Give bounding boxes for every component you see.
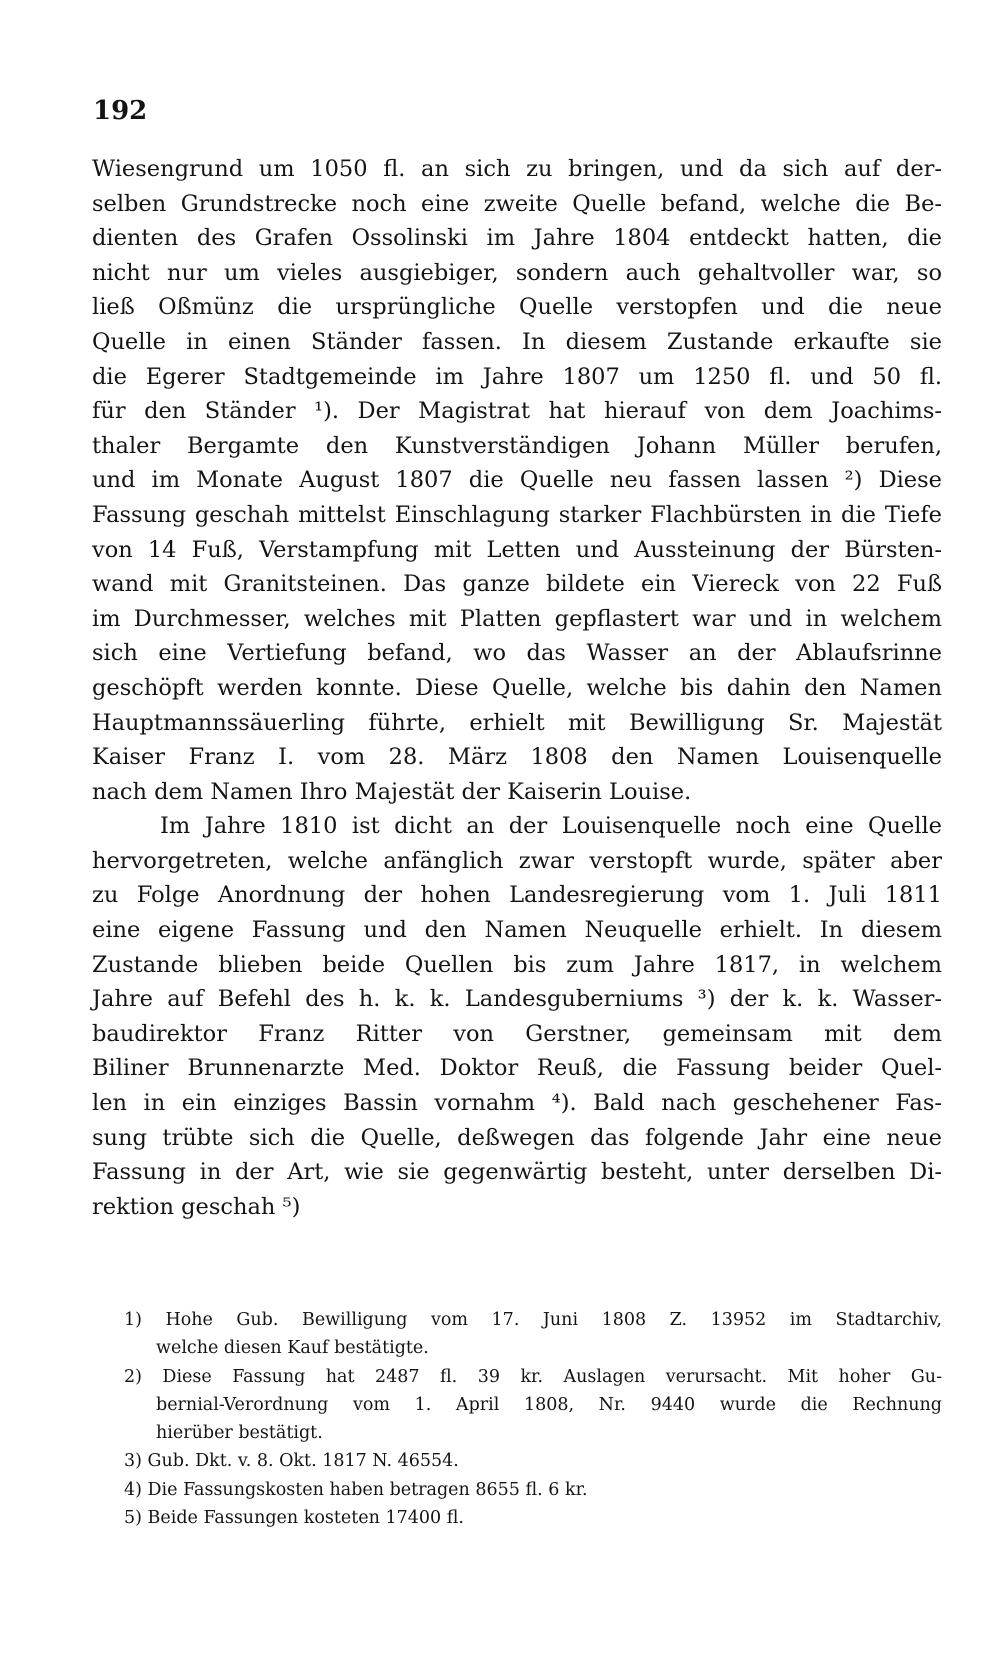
text-line: Zustande blieben beide Quellen bis zum Jahre 1817, in welchem xyxy=(92,951,942,978)
page-number: 192 xyxy=(93,96,148,126)
text-line: für den Ständer ¹). Der Magistrat hat hierauf von dem Joachims- xyxy=(92,398,942,425)
text-line: Fassung geschah mittelst Einschlagung starker Flachbürsten in die Tiefe xyxy=(92,501,942,528)
text-line: thaler Bergamte den Kunstverständigen Johann Müller berufen, xyxy=(92,432,942,459)
footnote-line: 1) Hohe Gub. Bewilligung vom 17. Juni 1808 Z. 13952 im Stadtarchiv, xyxy=(124,1310,942,1330)
text-line: zu Folge Anordnung der hohen Landesregierung vom 1. Juli 1811 xyxy=(92,882,942,909)
text-line: eine eigene Fassung und den Namen Neuquelle erhielt. In diesem xyxy=(92,917,942,944)
text-line: sich eine Vertiefung befand, wo das Wasser an der Ablaufsrinne xyxy=(92,640,942,667)
text-line: ließ Oßmünz die ursprüngliche Quelle verstopfen und die neue xyxy=(92,294,942,321)
text-line: und im Monate August 1807 die Quelle neu fassen lassen ²) Diese xyxy=(92,467,942,494)
text-line: hervorgetreten, welche anfänglich zwar verstopft wurde, später aber xyxy=(92,847,942,874)
text-line: Hauptmannssäuerling führte, erhielt mit Bewilligung Sr. Majestät xyxy=(92,709,942,736)
text-line: len in ein einziges Bassin vornahm ⁴). Bald nach geschehener Fas- xyxy=(92,1090,942,1117)
text-line: von 14 Fuß, Verstampfung mit Letten und Aussteinung der Bürsten- xyxy=(92,536,942,563)
footnote-line: bernial-Verordnung vom 1. April 1808, Nr. 9440 wurde die Rechnung xyxy=(156,1394,942,1415)
text-line: Im Jahre 1810 ist dicht an der Louisenquelle noch eine Quelle xyxy=(160,813,942,840)
text-line: baudirektor Franz Ritter von Gerstner, gemeinsam mit dem xyxy=(92,1020,942,1047)
footnote-line: 2) Diese Fassung hat 2487 fl. 39 kr. Auslagen verursacht. Mit hoher Gu- xyxy=(124,1366,942,1387)
footnote-line: 5) Beide Fassungen kosteten 17400 fl. xyxy=(124,1508,464,1529)
footnote-line: welche diesen Kauf bestätigte. xyxy=(156,1338,429,1359)
text-line: Wiesengrund um 1050 fl. an sich zu bringen, und da sich auf der- xyxy=(92,156,942,182)
text-line: nach dem Namen Ihro Majestät der Kaiserin Louise. xyxy=(92,778,692,805)
text-line: sung trübte sich die Quelle, deßwegen das folgende Jahr eine neue xyxy=(92,1124,942,1151)
text-line: wand mit Granitsteinen. Das ganze bildete ein Viereck von 22 Fuß xyxy=(92,571,942,598)
footnote-line: 4) Die Fassungskosten haben betragen 8655 fl. 6 kr. xyxy=(124,1479,588,1500)
text-line: selben Grundstrecke noch eine zweite Quelle befand, welche die Be- xyxy=(92,190,942,217)
text-line: Kaiser Franz I. vom 28. März 1808 den Namen Louisenquelle xyxy=(92,744,942,771)
text-line: Biliner Brunnenarzte Med. Doktor Reuß, die Fassung beider Quel- xyxy=(92,1055,942,1082)
footnote-line: hierüber bestätigt. xyxy=(156,1423,323,1444)
body-text xyxy=(92,152,942,1224)
footnote-line: 3) Gub. Dkt. v. 8. Okt. 1817 N. 46554. xyxy=(124,1451,459,1472)
footnotes xyxy=(124,1306,942,1532)
text-line: Quelle in einen Ständer fassen. In diesem Zustande erkaufte sie xyxy=(92,328,942,355)
text-line: die Egerer Stadtgemeinde im Jahre 1807 um 1250 fl. und 50 fl. xyxy=(92,363,942,390)
text-line: geschöpft werden konnte. Diese Quelle, welche bis dahin den Namen xyxy=(92,674,942,701)
text-line: nicht nur um vieles ausgiebiger, sondern auch gehaltvoller war, so xyxy=(92,259,942,286)
text-line: Jahre auf Befehl des h. k. k. Landesguberniums ³) der k. k. Wasser- xyxy=(92,986,942,1013)
text-line: dienten des Grafen Ossolinski im Jahre 1804 entdeckt hatten, die xyxy=(92,225,942,252)
text-line: rektion geschah ⁵) xyxy=(92,1193,301,1220)
text-line: im Durchmesser, welches mit Platten gepflastert war und in welchem xyxy=(92,605,942,632)
text-line: Fassung in der Art, wie sie gegenwärtig besteht, unter derselben Di- xyxy=(92,1159,942,1186)
